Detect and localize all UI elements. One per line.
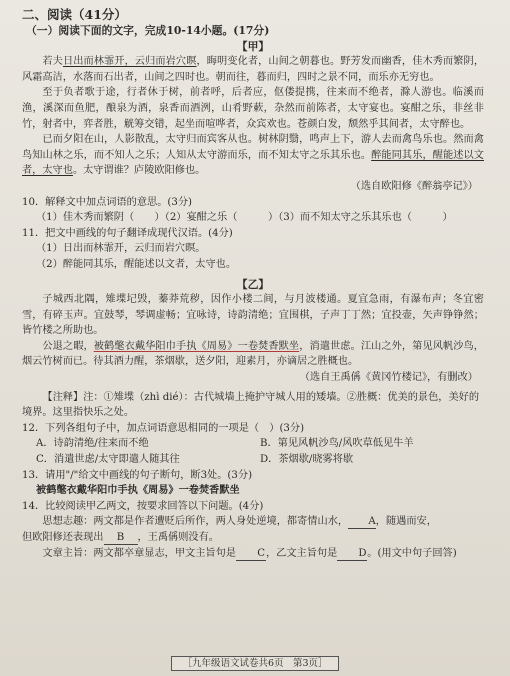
page-number: ［九年级语文试卷共6页 第3页］	[171, 656, 338, 671]
question-14-line-1: 思想志趣：两文都是作者遭贬后所作，两人身处逆境，都寄情山水， A，随遇而安，	[42, 516, 437, 528]
passage-b-heading: 【乙】	[236, 277, 270, 291]
question-12-choices	[36, 436, 484, 467]
question-14-line-2: 但欧阳修还表现出 B ，王禹偁则没有。	[22, 532, 219, 543]
question-14-line-3: 文章主旨：两文都卒章显志，甲文主旨句是 C，乙文主旨句是 D。(用文中句子回答)	[42, 547, 457, 559]
passage-b-paragraph-2: 公退之暇，被鹤氅衣戴华阳巾手执《周易》一卷焚香默坐，消遣世虑。江山之外，第见风帆沙鸟，烟云竹树而已。待其酒力醒，茶烟歇，送夕阳，迎素月，亦谪居之胜概也。	[22, 340, 484, 368]
page-footer	[0, 656, 510, 672]
blank-d: D	[337, 548, 367, 561]
question-11-item-2: （2）醉能同其乐，醒能述以文者，太守也。	[36, 258, 237, 270]
passage-b-paragraph-1: 子城西北隅，雉堞圮毁，蓁莽荒秽，因作小楼二间，与月波楼通。夏宜急雨，有瀑布声；冬宜密雪，有碎玉声。宜鼓琴，琴调虚畅；宜咏诗，诗韵清绝；宜围棋，子声丁丁然；宜投壶，矢声铮铮然；皆竹楼之所助也。	[22, 294, 484, 337]
passage-a-paragraph-3: 已而夕阳在山，人影散乱，太守归而宾客从也。树林阴翳，鸣声上下，游人去而禽鸟乐也。然而禽鸟知山林之乐，而不知人之乐；人知从太守游而乐，而不知太守之乐其乐也。醉能同其乐，醒能述以文者，太守也。太守谓谁？庐陵欧阳修也。	[22, 134, 484, 177]
question-11-item-1: （1）日出而林霏开，云归而岩穴暝。	[36, 243, 206, 255]
choice-d: D．茶烟歇/晓雾将歇	[260, 454, 354, 466]
question-14: 14．比较阅读甲乙两文，按要求回答以下问题。(4分)	[22, 500, 264, 512]
passage-a-paragraph-1: 若夫日出而林霏开，云归而岩穴暝，晦明变化者，山间之朝暮也。野芳发而幽香，佳木秀而繁阴，风霜高洁，水落而石出者，山间之四时也。朝而往，暮而归，四时之景不同，而乐亦无穷也。	[22, 56, 485, 83]
blank-b: B	[104, 532, 138, 545]
choice-a: A．诗韵清绝/往来而不绝	[36, 438, 149, 450]
section-title: 二、阅读（41分）	[22, 7, 127, 22]
choice-c: C．消遣世虑/太守即遣人随其往	[36, 454, 180, 466]
passage-a-source: （选自欧阳修《醉翁亭记》）	[350, 180, 478, 192]
passage-a-heading: 【甲】	[236, 39, 270, 53]
question-10-items: （1）佳木秀而繁阴（ ）（2）宴酣之乐（ ）（3）而不知太守之乐其乐也（ ）	[36, 212, 453, 224]
question-13-sentence: 被鹤氅衣戴华阳巾手执《周易》一卷焚香默坐	[36, 484, 240, 497]
question-11: 11．把文中画线的句子翻译成现代汉语。(4分)	[22, 227, 233, 239]
annotation-note: 【注释】注：①雉堞（zhì dié）：古代城墙上掩护守城人用的矮墙。②胜概：优美的景色，美好的境界。这里指快乐之处。	[22, 391, 480, 419]
underlined-sentence-1: 日出而林霏开，云归而岩穴暝	[62, 56, 197, 68]
blank-a: A	[348, 516, 376, 529]
question-12: 12．下列各组句子中，加点词语意思相同的一项是（ ）(3分)	[22, 422, 305, 434]
choice-b: B．第见风帆沙鸟/风吹草低见牛羊	[260, 438, 414, 450]
underlined-sentence-3: 被鹤氅衣戴华阳巾手执《周易》一卷焚香默坐	[93, 340, 300, 352]
question-13: 13．请用"/"给文中画线的句子断句，断3处。(3分)	[22, 469, 253, 481]
blank-c: C	[236, 548, 266, 561]
underlined-sentence-2: 醉能同其乐，醒能述以文者，太守也	[22, 149, 484, 177]
question-10: 10．解释文中加点词语的意思。(3分)	[22, 196, 193, 208]
section-subtitle: （一）阅读下面的文字，完成10-14小题。(17分)	[26, 24, 270, 37]
passage-a-paragraph-2: 至于负者歌于途，行者休于树，前者呼，后者应，伛偻提携，往来而不绝者，滁人游也。临溪而渔，溪深而鱼肥，酿泉为酒，泉香而酒洌，山肴野蔌，杂然而前陈者，太守宴也。宴酣之乐，非丝非竹，射者中，弈者胜，觥筹交错，起坐而喧哗者，众宾欢也。苍颜白发，颓然乎其间者，太守醉也。	[22, 87, 484, 130]
passage-b-source: （选自王禹偁《黄冈竹楼记》，有删改）	[299, 372, 478, 384]
